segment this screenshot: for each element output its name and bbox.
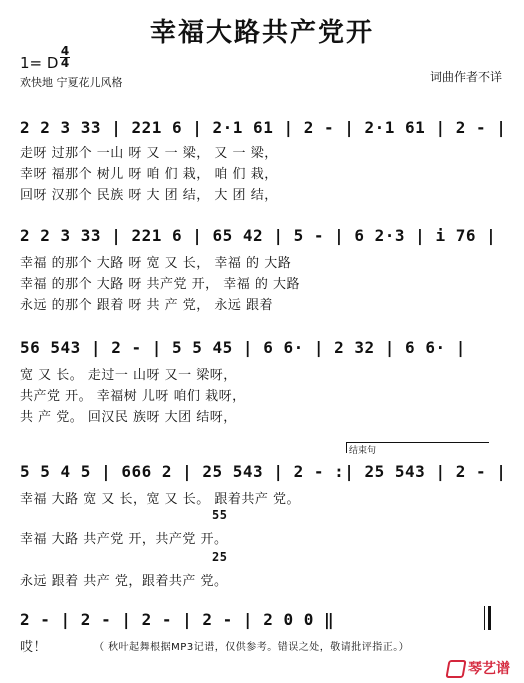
tempo-marking: 欢快地 宁夏花儿风格 <box>20 76 123 89</box>
credit: 词曲作者不详 <box>429 70 502 84</box>
song-title: 幸福大路共产党开 <box>149 18 374 48</box>
lyrics-row-2-verse-1: 幸福 的那个 大路 呀 宽 又 长， 幸福 的 大路 <box>20 256 292 271</box>
time-signature: 4 4 <box>60 44 70 70</box>
logo-icon <box>445 660 466 678</box>
lyrics-row-4-verse-2: 幸福 大路 共产党 开，共产党 开。 <box>20 532 228 547</box>
lyrics-row-3-verse-3: 共 产 党。 回汉民 族呀 大团 结呀， <box>20 410 237 425</box>
alt-notes-verse-2: 55 <box>212 508 228 522</box>
notes-row-2: 2 2 3 33 | 221 6 | 65 42 | 5 - | 6 2·3 | i 76 | <box>20 226 497 245</box>
transcription-note: （ 秋叶起舞根据MP3记谱，仅供参考。错误之处，敬请批评指正。） <box>94 642 410 653</box>
lyrics-row-3-verse-1: 宽 又 长。 走过一 山呀 又一 梁呀， <box>20 368 237 383</box>
lyrics-row-2-verse-3: 永远 的那个 跟着 呀 共 产 党， 永远 跟着 <box>20 298 274 313</box>
lyrics-row-2-verse-2: 幸福 的那个 大路 呀 共产党 开， 幸福 的 大路 <box>20 277 301 292</box>
notes-row-5: 2 - | 2 - | 2 - | 2 - | 2 0 0 ‖ <box>20 610 335 629</box>
key-signature: 1= D <box>20 54 59 72</box>
alt-notes-verse-3: 25 <box>212 550 228 564</box>
lyrics-row-1-verse-2: 幸呀 福那个 树儿 呀 咱 们 栽， 咱 们 栽， <box>20 167 278 182</box>
lyrics-row-4-verse-1: 幸福 大路 宽 又 长，宽 又 长。 跟着共产 党。 <box>20 492 301 507</box>
lyrics-row-1-verse-3: 回呀 汉那个 民族 呀 大 团 结， 大 团 结， <box>20 188 278 203</box>
lyrics-row-5: 哎！ <box>20 640 48 655</box>
lyrics-row-1-verse-1: 走呀 过那个 一山 呀 又 一 梁， 又 一 梁， <box>20 146 278 161</box>
notes-row-1: 2 2 3 33 | 221 6 | 2·1 61 | 2 - | 2·1 61 | 2 - | <box>20 118 507 137</box>
lyrics-row-3-verse-2: 共产党 开。 幸福树 儿呀 咱们 栽呀， <box>20 389 246 404</box>
notes-row-3: 56 543 | 2 - | 5 5 45 | 6 6· | 2 32 | 6 6· | <box>20 338 466 357</box>
lyrics-row-4-verse-3: 永远 跟着 共产 党，跟着共产 党。 <box>20 574 228 589</box>
notes-row-4: 5 5 4 5 | 666 2 | 25 543 | 2 - :| 25 543 | 2 - | <box>20 462 507 481</box>
site-logo: 琴艺谱 <box>447 658 510 678</box>
final-barline <box>484 606 491 630</box>
ending-label: 结束句 <box>346 442 489 453</box>
